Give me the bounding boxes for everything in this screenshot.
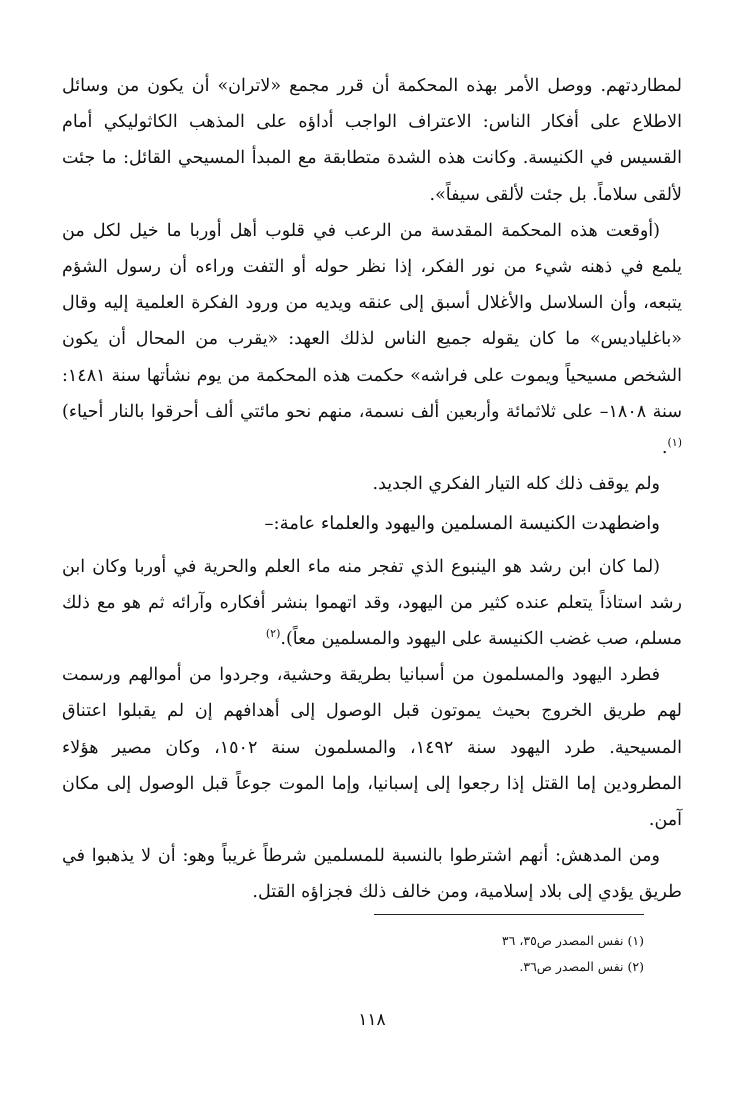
footnote-ref-1: (١) [667,436,682,450]
body-text [62,68,682,911]
paragraph-1: لمطاردتهم. ووصل الأمر بهذه المحكمة أن قرر مجمع «لاتران» أن يكون من وسائل الاطلاع على أفكار الناس: الاعتراف الواجب أداؤه على المذهب الكاثوليكي أمام القسيس في الكنيسة. وكانت هذه الشدة متطابقة مع المبدأ المسيحي القائل: ما جئت لألقى سلاماً. بل جئت لألقى سيفاً». [62,76,682,205]
paragraph-4 [62,549,682,658]
paragraph-4-text: (لما كان ابن رشد هو الينبوع الذي تفجر منه ماء العلم والحرية في أوربا وكان ابن رشد استاذاً يتعلم عنده كثير من اليهود، وقد اتهموا بنشر أفكاره وآرائه ثم هو مع ذلك مسلم، صب غضب الكنيسة على اليهود والمسلمين معاً). [62,556,682,650]
paragraph-3: ولم يوقف ذلك كله التيار الفكري الجديد. [372,474,660,495]
footnotes [324,928,644,980]
paragraph-2-tail: . [661,438,668,459]
footnote-ref-2: (٢) [265,627,281,641]
footnote-2: (٢) نفس المصدر ص٣٦. [519,959,644,974]
paragraph-6: ومن المدهش: أنهم اشترطوا بالنسبة للمسلمين شرطاً غريباً وهو: أن لا يذهبوا في طريق يؤدي إلى بلاد إسلامية، ومن خالف ذلك فجزاؤه القتل. [62,846,682,903]
paragraph-2 [62,213,682,466]
footnote-1: (١) نفس المصدر ص٣٥، ٣٦ [501,933,644,948]
footnote-divider [374,914,644,915]
section-heading: واضطهدت الكنيسة المسلمين واليهود والعلماء عامة:– [264,513,660,535]
paragraph-5: فطرد اليهود والمسلمون من أسبانيا بطريقة وحشية، وجردوا من أموالهم ورسمت لهم طريق الخروج بحيث يموتون قبل الوصول إلى أهدافهم إن لم يقبلوا اعتناق المسيحية. طرد اليهود سنة ١٤٩٢، والمسلمون سنة ١٥٠٢، وكان مصير هؤلاء المطرودين إما القتل إذا رجعوا إلى إسبانيا، وإما الموت جوعاً قبل الوصول إلى مكان آمن. [62,665,682,831]
page-number: ١١٨ [358,1010,386,1030]
paragraph-2-text: (أوقعت هذه المحكمة المقدسة من الرعب في قلوب أهل أوربا ما خيل لكل من يلمع في ذهنه شيء من نور الفكر، إذا نظر حوله أو التفت وراءه أن رسول الشؤم يتبعه، وأن السلاسل والأغلال أسبق إلى عنقه ويديه من ورود الفكرة العلمية إليه وقال «باغلياديس» ما كان يقوله جميع الناس لذلك العهد: «يقرب من المحال أن يكون الشخص مسيحياً ويموت على فراشه» حكمت هذه المحكمة من يوم نشأتها سنة ١٤٨١: سنة ١٨٠٨– على ثلاثمائة وأربعين ألف نسمة، منهم نحو مائتي ألف أحرقوا بالنار أحياء) [62,220,682,422]
